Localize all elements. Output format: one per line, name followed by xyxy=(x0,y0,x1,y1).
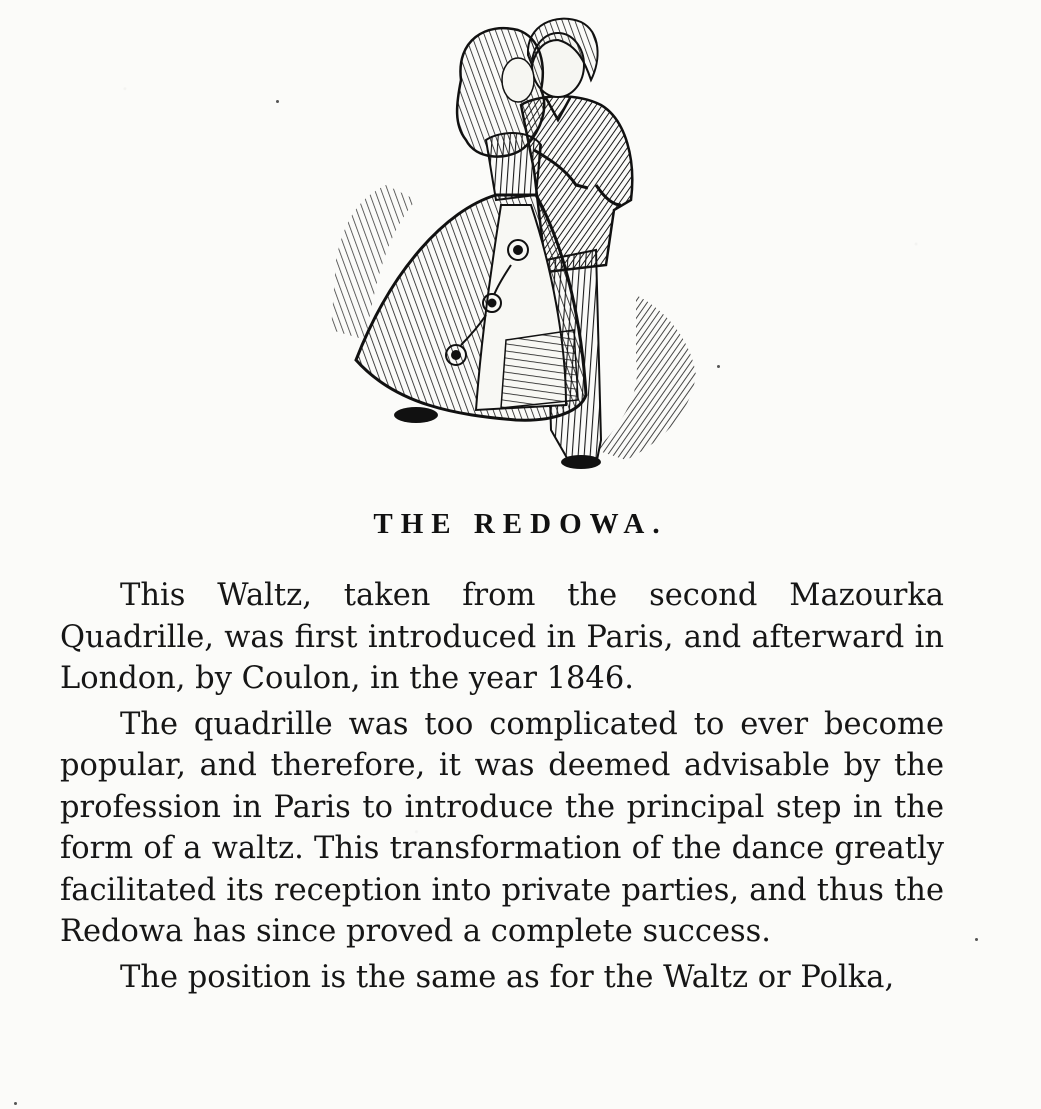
paper-speck xyxy=(14,1102,17,1105)
paper-speck xyxy=(717,365,720,368)
paragraph-1: This Waltz, taken from the second Mazourka Quadrille, was first introduced in Paris, and afterward in London, by Coulon, in the year 1846. xyxy=(60,578,944,696)
paragraph-3: The position is the same as for the Waltz or Polka, xyxy=(120,959,895,995)
engraving-dancing-couple-icon xyxy=(296,10,716,480)
paper-speck xyxy=(975,938,978,941)
chapter-heading: THE REDOWA. xyxy=(373,508,668,540)
paragraph-2: The quadrille was too complicated to ever become popular, and therefore, it was deemed advisable by the profession in Paris to introduce the principal step in the form of a waltz. This transformation of the dance greatly facilitated its reception into private parties, and thus the Redowa has since proved a complete success. xyxy=(60,706,944,949)
body-text xyxy=(60,575,944,998)
paper-speck xyxy=(276,100,279,103)
